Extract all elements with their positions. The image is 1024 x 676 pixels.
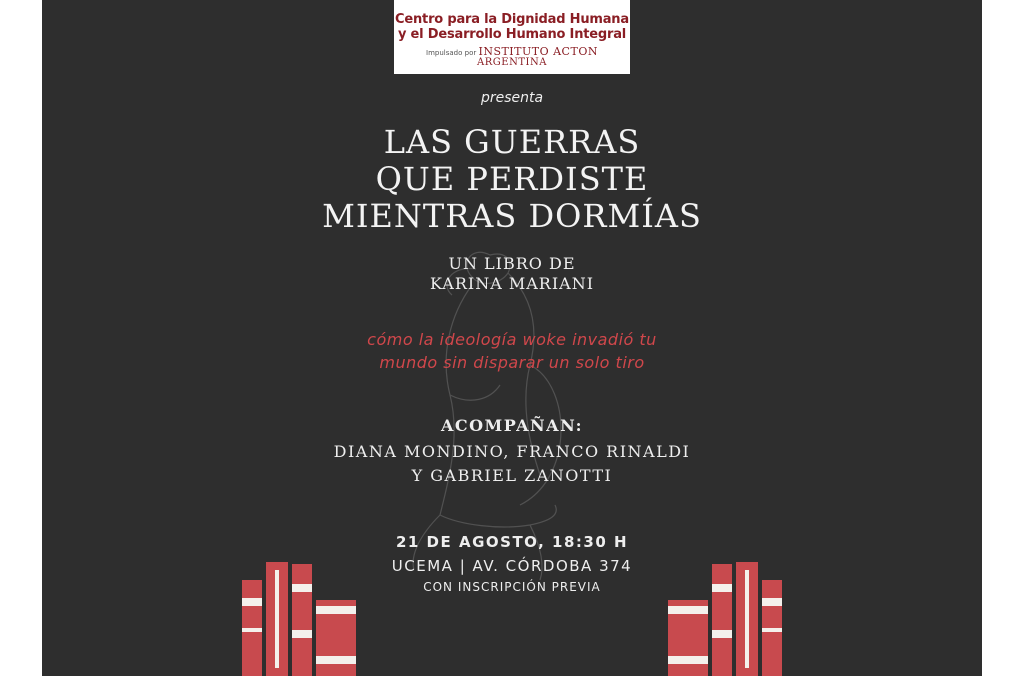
tagline-line-2: mundo sin disparar un solo tiro [379, 353, 645, 372]
presents-label: presenta [480, 90, 544, 106]
book-spine-left-1 [242, 580, 262, 676]
book-spine-right-1 [668, 600, 708, 676]
author-line-2: KARINA MARIANI [429, 274, 595, 293]
title-line-1: LAS GUERRAS [383, 123, 641, 161]
book-spine-left-4 [316, 600, 356, 676]
logo-line-2: y el Desarrollo Humano Integral [397, 27, 627, 42]
author-line-1: UN LIBRO DE [448, 254, 576, 273]
book-tagline [0, 328, 1024, 374]
guests-section [0, 414, 1024, 488]
book-spine-left-3 [292, 564, 312, 676]
logo-country [394, 57, 630, 68]
guests-line-2: Y GABRIEL ZANOTTI [411, 466, 613, 485]
book-spine-right-3 [736, 562, 758, 676]
guests-line-1: DIANA MONDINO, FRANCO RINALDI [333, 442, 691, 461]
event-date: 21 DE AGOSTO, 18:30 H [395, 533, 629, 551]
book-title [0, 124, 1024, 235]
event-venue: UCEMA | AV. CÓRDOBA 374 [391, 557, 633, 575]
title-line-2: QUE PERDISTE [375, 160, 649, 198]
title-line-3: MIENTRAS DORMÍAS [322, 197, 702, 235]
logo-impulsado: Impulsado por [426, 49, 477, 57]
organization-logo [394, 0, 630, 74]
event-registration: CON INSCRIPCIÓN PREVIA [423, 580, 601, 594]
logo-line-1: Centro para la Dignidad Humana [395, 12, 629, 27]
guests-heading: ACOMPAÑAN: [440, 416, 584, 435]
event-details [0, 530, 1024, 596]
book-author [0, 254, 1024, 294]
book-spine-right-2 [712, 564, 732, 676]
book-spine-right-4 [762, 580, 782, 676]
logo-country-text: ARGENTINA [477, 57, 547, 68]
book-spine-left-2 [266, 562, 288, 676]
tagline-line-1: cómo la ideología woke invadió tu [367, 330, 657, 349]
logo-org: INSTITUTO ACTON [478, 45, 598, 58]
